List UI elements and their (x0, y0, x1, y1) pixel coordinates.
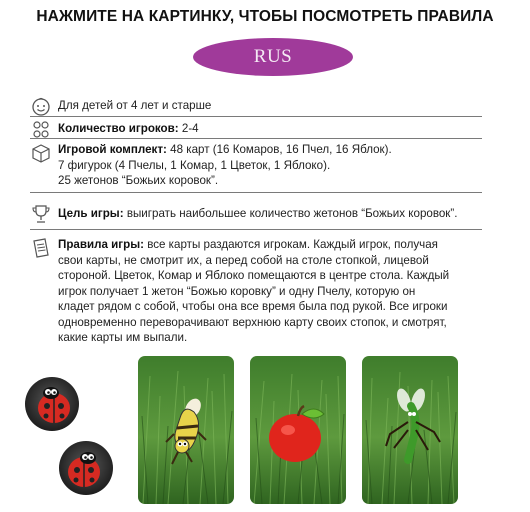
divider (30, 192, 482, 193)
kit-line: 7 фигурок (4 Пчелы, 1 Комар, 1 Цветок, 1 Яблоко). (58, 158, 331, 172)
rules-line: свои карты, не смотрит их, а перед собой на столе стопкой, лицевой (58, 253, 429, 267)
age-text: Для детей от 4 лет и старше (58, 99, 212, 112)
divider (30, 116, 482, 117)
age-row (30, 96, 495, 114)
kit-line: 48 карт (16 Комаров, 16 Пчел, 16 Яблок). (170, 143, 392, 156)
rules-card-icon (30, 237, 52, 259)
players-text (58, 121, 495, 137)
divider (30, 229, 482, 230)
language-label: RUS (253, 46, 293, 67)
players-value: 2-4 (181, 122, 199, 135)
rules-line: все карты раздаются игрокам. Каждый игрок, получая (147, 238, 438, 251)
mosquito-card[interactable] (362, 356, 458, 504)
trophy-icon (30, 203, 52, 225)
language-button[interactable] (193, 38, 353, 76)
goal-value: выиграть наибольшее количество жетонов “Божьих коровок”. (126, 207, 458, 220)
ladybug-token (24, 376, 80, 432)
kit-row (30, 142, 495, 190)
kit-label: Игровой комплект: (58, 143, 167, 156)
rules-line: игрок получает 1 жетон “Божью коровку” и одну Пчелу, которую он (58, 284, 416, 298)
rules-line: какие карты им выпали. (58, 331, 188, 344)
goal-label: Цель игры: (58, 207, 124, 220)
divider (30, 138, 482, 139)
ladybug-token (58, 440, 114, 496)
rules-line: кладет рядом с собой, чтобы она все время была под рукой. Все игроки (58, 300, 448, 313)
apple-card[interactable] (250, 356, 346, 504)
box-icon (30, 142, 52, 164)
kit-text (58, 142, 495, 189)
rules-line: стороной. Цветок, Комар и Яблоко помещаются в центре стола. Каждый (58, 269, 450, 282)
child-face-icon (30, 96, 52, 118)
players-label: Количество игроков: (58, 122, 179, 135)
page-title[interactable]: НАЖМИТЕ НА КАРТИНКУ, ЧТОБЫ ПОСМОТРЕТЬ ПРАВИЛА (36, 8, 494, 25)
rules-label: Правила игры: (58, 238, 144, 251)
rules-line: одновременно переворачивают верхнюю карту своих стопок, и смотрят, (58, 315, 447, 329)
rules-row (30, 237, 495, 347)
goal-text (58, 206, 495, 222)
kit-line: 25 жетонов “Божьих коровок”. (58, 174, 219, 187)
rules-text (58, 237, 495, 346)
bee-card[interactable] (138, 356, 234, 504)
goal-row (30, 203, 495, 225)
players-row (30, 119, 495, 137)
